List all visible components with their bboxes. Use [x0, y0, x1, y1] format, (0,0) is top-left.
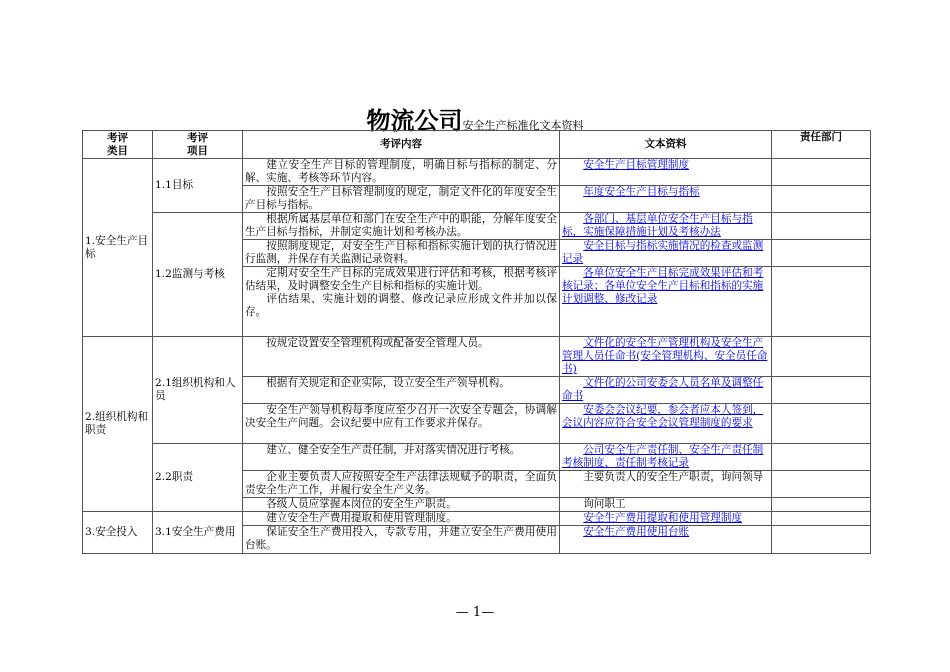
- header-row: [83, 131, 871, 159]
- title-subtitle: 安全生产标准化文本资料: [462, 119, 584, 132]
- category-cell: 1.安全生产目标: [83, 159, 153, 337]
- header-item: 考评 项目: [153, 131, 243, 159]
- doc-link[interactable]: 各单位安全生产目标完成效果评估和考核记录；各单位安全生产目标和指标的实施计划调整、修改记录: [562, 267, 764, 305]
- doc-cell: [560, 404, 772, 444]
- doc-cell: [560, 377, 772, 404]
- header-dept: 责任部门: [772, 131, 871, 159]
- page-number: — 1—: [455, 605, 495, 620]
- dept-cell[interactable]: [772, 444, 871, 471]
- content-paragraph: 评估结果、实施计划的调整、修改记录应形成文件并加以保存。: [245, 293, 557, 318]
- content-cell: 建立、健全安全生产责任制，并对落实情况进行考核。: [243, 444, 560, 471]
- doc-link[interactable]: 安全目标与指标实施情况的检查或监测记录: [562, 240, 764, 265]
- dept-cell[interactable]: [772, 267, 871, 337]
- table-row: [83, 512, 871, 526]
- content-cell: 建立安全生产费用提取和使用管理制度。: [243, 512, 560, 526]
- item-cell: 1.1目标: [153, 159, 243, 213]
- content-cell: 各级人员应掌握本岗位的安全生产职责。: [243, 498, 560, 512]
- dept-cell[interactable]: [772, 498, 871, 512]
- content-cell: 按规定设置安全管理机构或配备安全管理人员。: [243, 337, 560, 377]
- doc-cell: [560, 186, 772, 213]
- doc-link[interactable]: 安全生产费用使用台账: [583, 526, 690, 538]
- doc-link[interactable]: 各部门、基层单位安全生产目标与指标，实施保障措施计划及考核办法: [562, 213, 753, 238]
- header-category: 考评 类目: [83, 131, 153, 159]
- content-cell: 保证安全生产费用投入，专款专用，并建立安全生产费用使用台账。: [243, 526, 560, 554]
- dept-cell[interactable]: [772, 526, 871, 554]
- doc-cell: [560, 337, 772, 377]
- content-cell: 企业主要负责人应按照安全生产法律法规赋予的职责，全面负责安全生产工作，并履行安全生产义务。: [243, 471, 560, 498]
- content-cell: 按照安全生产目标管理制度的规定，制定文件化的年度安全生产目标与指标。: [243, 186, 560, 213]
- title-company: 物流公司: [366, 107, 463, 135]
- content-cell: 根据有关规定和企业实际，设立安全生产领导机构。: [243, 377, 560, 404]
- dept-cell[interactable]: [772, 159, 871, 186]
- dept-cell[interactable]: [772, 337, 871, 377]
- doc-link[interactable]: 安全生产费用提取和使用管理制度: [583, 512, 743, 524]
- item-cell: 1.2监测与考核: [153, 213, 243, 337]
- dept-cell[interactable]: [772, 404, 871, 444]
- doc-link[interactable]: 文件化的公司安委会人员名单及调整任命书: [562, 377, 764, 402]
- doc-link[interactable]: 公司安全生产责任制、安全生产责任制考核制度、责任制考核记录: [562, 444, 764, 469]
- category-cell: 3.安全投入: [83, 512, 153, 554]
- doc-cell: 主要负责人的安全生产职责，询问领导: [560, 471, 772, 498]
- doc-cell: [560, 526, 772, 554]
- header-content: 考评内容: [243, 131, 560, 159]
- dept-cell[interactable]: [772, 186, 871, 213]
- doc-link[interactable]: 安全生产目标管理制度: [583, 159, 690, 171]
- doc-cell: [560, 213, 772, 240]
- doc-link[interactable]: 安委会会议纪要，参会者应本人签到，会议内容应符合安全会议管理制度的要求: [562, 404, 764, 429]
- header-docs: 文本资料: [560, 131, 772, 159]
- content-paragraph: 定期对安全生产目标的完成效果进行评估和考核，根据考核评估结果，及时调整安全生产目标和指标的实施计划。: [245, 267, 557, 292]
- dept-cell[interactable]: [772, 213, 871, 240]
- category-cell: 2.组织机构和职责: [83, 337, 153, 512]
- doc-link[interactable]: 文件化的安全生产管理机构及安全生产管理人员任命书(安全管理机构、安全员任命书): [562, 337, 768, 375]
- doc-cell: [560, 159, 772, 186]
- content-cell: 按照制度规定，对安全生产目标和指标实施计划的执行情况进行监测，并保存有关监测记录资料。: [243, 240, 560, 267]
- content-cell: 安全生产领导机构每季度应至少召开一次安全专题会，协调解决安全生产问题。会议纪要中应有工作要求并保存。: [243, 404, 560, 444]
- table-row: [83, 444, 871, 471]
- doc-cell: 询问职工: [560, 498, 772, 512]
- dept-cell[interactable]: [772, 471, 871, 498]
- table-row: [83, 159, 871, 186]
- content-cell: 建立安全生产目标的管理制度，明确目标与指标的制定、分解、实施、考核等环节内容。: [243, 159, 560, 186]
- table-row: [83, 337, 871, 377]
- doc-cell: [560, 267, 772, 337]
- dept-cell[interactable]: [772, 240, 871, 267]
- table-row: [83, 213, 871, 240]
- item-cell: 2.2职责: [153, 444, 243, 512]
- content-cell: [243, 267, 560, 337]
- dept-cell[interactable]: [772, 512, 871, 526]
- doc-cell: [560, 512, 772, 526]
- evaluation-table: [82, 130, 871, 554]
- content-cell: 根据所属基层单位和部门在安全生产中的职能，分解年度安全生产目标与指标，并制定实施计划和考核办法。: [243, 213, 560, 240]
- doc-cell: [560, 240, 772, 267]
- item-cell: 3.1安全生产费用: [153, 512, 243, 554]
- item-cell: 2.1组织机构和人员: [153, 337, 243, 444]
- doc-link[interactable]: 年度安全生产目标与指标: [583, 186, 700, 198]
- dept-cell[interactable]: [772, 377, 871, 404]
- doc-cell: [560, 444, 772, 471]
